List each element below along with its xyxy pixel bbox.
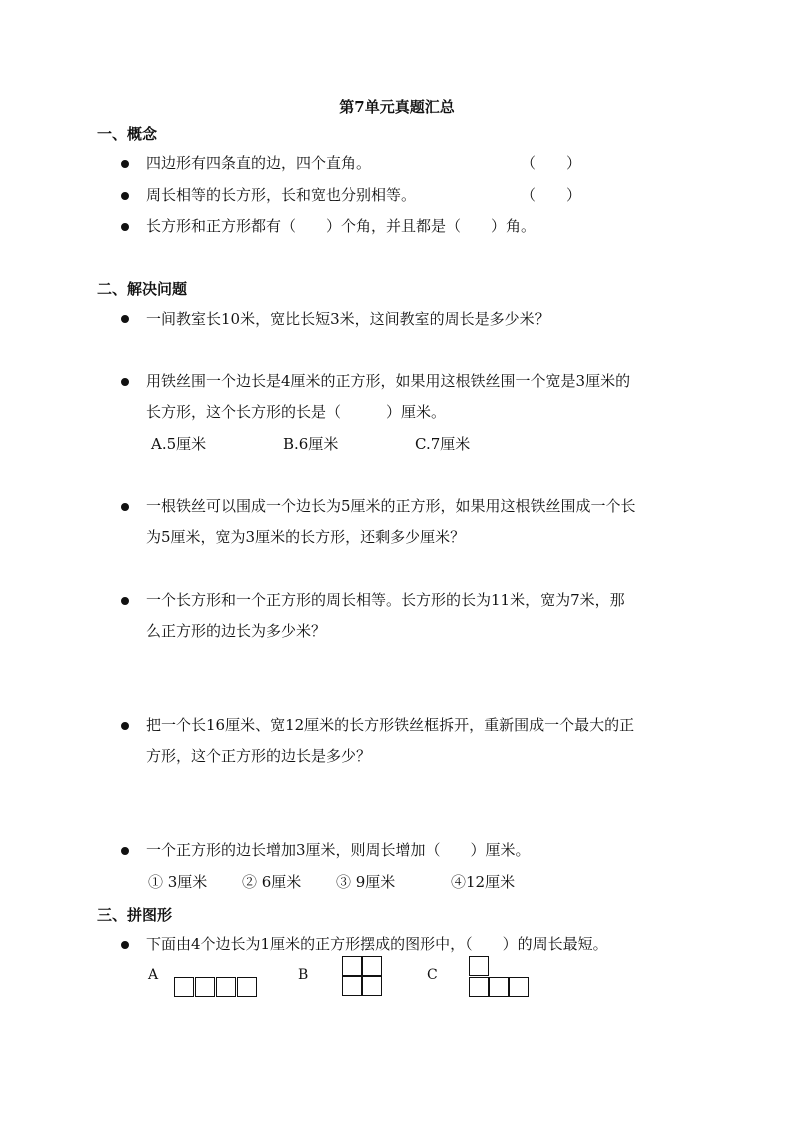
bullet bbox=[121, 847, 129, 855]
option-b[interactable]: B.6厘米 bbox=[283, 435, 339, 453]
unit-square bbox=[342, 956, 362, 976]
figure-label-c: C bbox=[427, 967, 438, 983]
section-heading-problems: 二、解决问题 bbox=[97, 280, 188, 298]
unit-square bbox=[362, 956, 382, 976]
question-text: 一个长方形和一个正方形的周长相等。长方形的长为11米，宽为7米，那 bbox=[146, 591, 625, 609]
unit-square bbox=[362, 976, 382, 996]
bullet bbox=[121, 597, 129, 605]
option-1[interactable]: ① 3厘米 bbox=[148, 873, 208, 891]
unit-square bbox=[509, 977, 529, 997]
unit-square bbox=[469, 977, 489, 997]
question-text: 把一个长16厘米、宽12厘米的长方形铁丝框拆开，重新围成一个最大的正 bbox=[146, 716, 635, 734]
unit-square bbox=[174, 977, 194, 997]
bullet bbox=[121, 503, 129, 511]
option-c[interactable]: C.7厘米 bbox=[415, 435, 471, 453]
section-heading-concepts: 一、概念 bbox=[97, 125, 158, 143]
question-text: 长方形，这个长方形的长是（ ）厘米。 bbox=[146, 403, 447, 421]
question-text: 周长相等的长方形，长和宽也分别相等。 bbox=[146, 186, 417, 204]
option-a[interactable]: A.5厘米 bbox=[151, 435, 207, 453]
unit-square bbox=[216, 977, 236, 997]
figure-label-a: A bbox=[148, 967, 159, 983]
bullet bbox=[121, 941, 129, 949]
question-text: 长方形和正方形都有（ ）个角，并且都是（ ）角。 bbox=[146, 217, 537, 235]
bullet bbox=[121, 315, 129, 323]
unit-square bbox=[342, 976, 362, 996]
question-text: 下面由4个边长为1厘米的正方形摆成的图形中，（ ）的周长最短。 bbox=[146, 935, 608, 953]
question-text: 一根铁丝可以围成一个边长为5厘米的正方形，如果用这根铁丝围成一个长 bbox=[146, 497, 636, 515]
question-text: 方形，这个正方形的边长是多少？ bbox=[146, 747, 372, 765]
bullet bbox=[121, 160, 129, 168]
question-text: 为5厘米，宽为3厘米的长方形，还剩多少厘米？ bbox=[146, 528, 466, 546]
section-heading-shapes: 三、拼图形 bbox=[97, 906, 173, 924]
bullet bbox=[121, 378, 129, 386]
question-text: 用铁丝围一个边长是4厘米的正方形，如果用这根铁丝围一个宽是3厘米的 bbox=[146, 372, 631, 390]
bullet bbox=[121, 192, 129, 200]
figure-label-b: B bbox=[298, 967, 309, 983]
unit-square bbox=[469, 956, 489, 976]
option-2[interactable]: ② 6厘米 bbox=[242, 873, 302, 891]
question-text: 一间教室长10米，宽比长短3米，这间教室的周长是多少米？ bbox=[146, 310, 550, 328]
bullet bbox=[121, 722, 129, 730]
unit-square bbox=[237, 977, 257, 997]
question-text: 一个正方形的边长增加3厘米，则周长增加（ ）厘米。 bbox=[146, 841, 531, 859]
bullet bbox=[121, 223, 129, 231]
option-4[interactable]: ④12厘米 bbox=[451, 873, 516, 891]
option-3[interactable]: ③ 9厘米 bbox=[336, 873, 396, 891]
answer-blank[interactable]: （ ） bbox=[521, 186, 582, 204]
question-text: 么正方形的边长为多少米？ bbox=[146, 622, 327, 640]
unit-square bbox=[195, 977, 215, 997]
page-title: 第7单元真题汇总 bbox=[339, 98, 455, 116]
unit-square bbox=[489, 977, 509, 997]
question-text: 四边形有四条直的边，四个直角。 bbox=[146, 154, 372, 172]
answer-blank[interactable]: （ ） bbox=[521, 154, 582, 172]
